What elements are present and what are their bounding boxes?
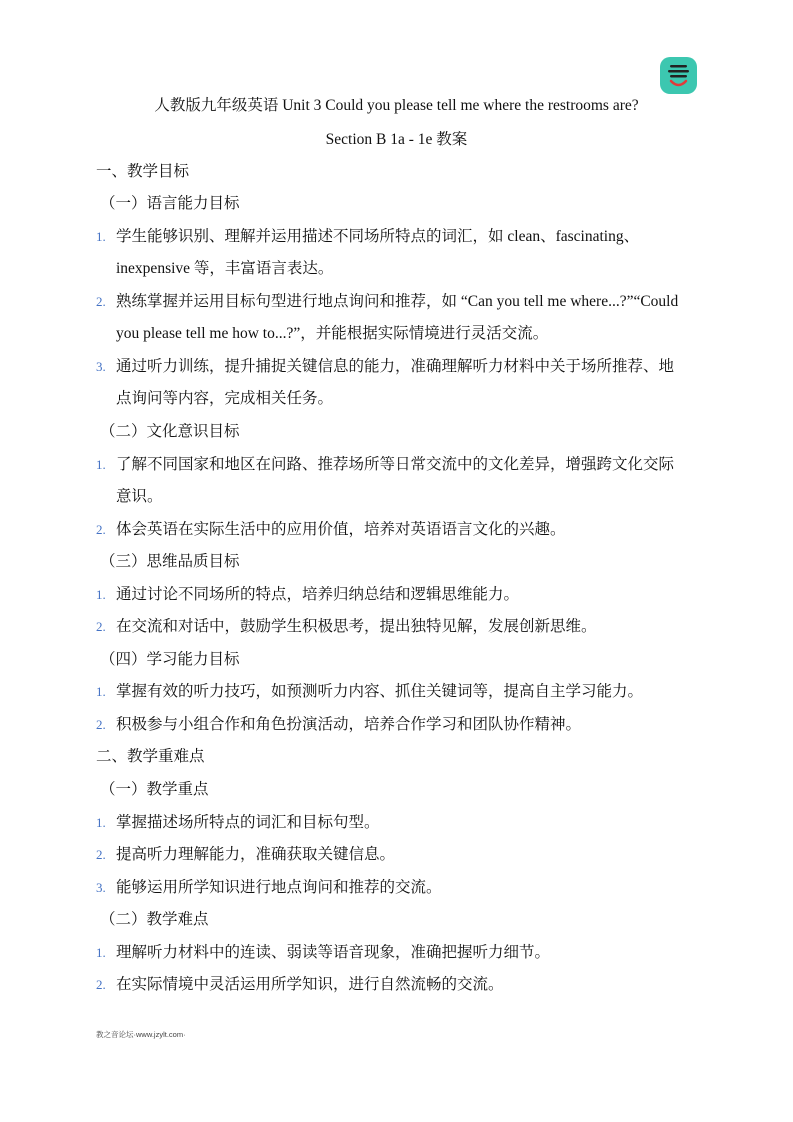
list-item: 学生能够识别、理解并运用描述不同场所特点的词汇，如 clean、fascinating、: [116, 228, 640, 245]
section-heading: 二、教学重难点: [96, 748, 205, 765]
list-number: 1.: [96, 229, 106, 244]
list-item-continuation: inexpensive 等，丰富语言表达。: [116, 260, 334, 277]
list-number: 2.: [96, 619, 106, 634]
subsection-heading: （二）文化意识目标: [100, 423, 240, 440]
list-number: 1.: [96, 457, 106, 472]
list-number: 1.: [96, 815, 106, 830]
subsection-heading: （四）学习能力目标: [100, 651, 240, 668]
list-item-continuation: 点询问等内容，完成相关任务。: [116, 390, 334, 407]
list-number: 3.: [96, 880, 106, 895]
list-number: 2.: [96, 294, 106, 309]
document-title: 人教版九年级英语 Unit 3 Could you please tell me where the restrooms are?: [154, 97, 639, 114]
list-item: 掌握有效的听力技巧，如预测听力内容、抓住关键词等，提高自主学习能力。: [116, 683, 644, 700]
list-number: 2.: [96, 717, 106, 732]
list-item-continuation: 意识。: [116, 488, 163, 505]
list-item: 积极参与小组合作和角色扮演活动，培养合作学习和团队协作精神。: [116, 716, 582, 733]
section-heading: 一、教学目标: [96, 163, 190, 180]
subsection-heading: （一）教学重点: [100, 781, 209, 798]
list-item: 掌握描述场所特点的词汇和目标句型。: [116, 814, 380, 831]
subsection-heading: （二）教学难点: [100, 911, 209, 928]
list-item: 了解不同国家和地区在问路、推荐场所等日常交流中的文化差异，增强跨文化交际: [116, 456, 675, 473]
document-subtitle: Section B 1a - 1e 教案: [325, 131, 468, 148]
list-number: 2.: [96, 977, 106, 992]
list-number: 2.: [96, 522, 106, 537]
list-item-continuation: you please tell me how to...?”，并能根据实际情境进行灵活交流。: [116, 325, 549, 342]
list-item: 在交流和对话中，鼓励学生积极思考，提出独特见解，发展创新思维。: [116, 618, 597, 635]
list-item: 提高听力理解能力，准确获取关键信息。: [116, 846, 396, 863]
list-number: 3.: [96, 359, 106, 374]
page-footer: 教之音论坛·www.jzylt.com·: [96, 1030, 186, 1039]
list-number: 2.: [96, 847, 106, 862]
list-item: 体会英语在实际生活中的应用价值，培养对英语语言文化的兴趣。: [116, 521, 566, 538]
document-logo-icon: [660, 57, 697, 94]
list-number: 1.: [96, 945, 106, 960]
list-item: 熟练掌握并运用目标句型进行地点询问和推荐，如 “Can you tell me where...?”“Could: [116, 293, 679, 310]
list-item: 在实际情境中灵活运用所学知识，进行自然流畅的交流。: [116, 976, 504, 993]
subsection-heading: （三）思维品质目标: [100, 553, 240, 570]
list-number: 1.: [96, 587, 106, 602]
list-item: 理解听力材料中的连读、弱读等语音现象，准确把握听力细节。: [116, 944, 551, 961]
list-item: 通过听力训练，提升捕捉关键信息的能力，准确理解听力材料中关于场所推荐、地: [116, 358, 675, 375]
list-item: 通过讨论不同场所的特点，培养归纳总结和逻辑思维能力。: [116, 586, 520, 603]
list-item: 能够运用所学知识进行地点询问和推荐的交流。: [116, 879, 442, 896]
subsection-heading: （一）语言能力目标: [100, 195, 240, 212]
list-number: 1.: [96, 684, 106, 699]
